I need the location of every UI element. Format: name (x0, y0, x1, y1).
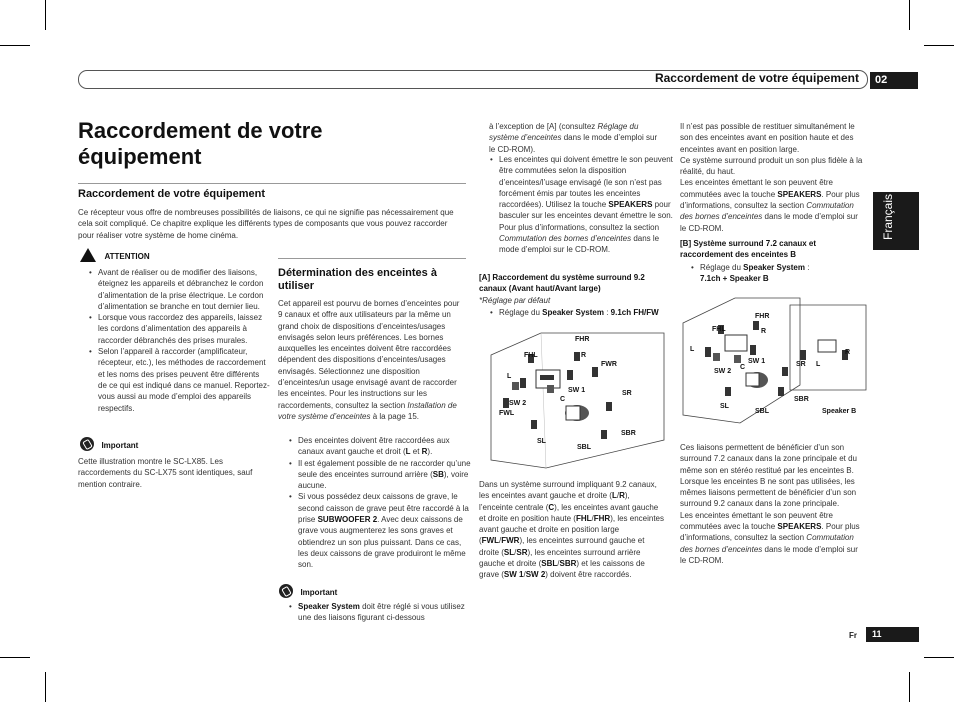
list-item: • Selon l’appareil à raccorder (amplificateur, récepteur, etc.), les méthodes de raccordement et les noms des prises peuvent être différents de ce qui est indiqué dans ce manuel. Reportez-vous aussi au mode d’emploi des appareils respectifs. (98, 346, 270, 414)
item-key: SL (503, 547, 515, 557)
crop-mark (45, 672, 46, 702)
section-heading: Détermination des enceintes à utiliser (278, 267, 437, 292)
diagram-label: Speaker B (822, 408, 857, 415)
diagram-label: SBR (621, 430, 636, 437)
diagram-label: L (507, 373, 512, 380)
section-link: Installation de votre système d’enceintes (278, 400, 457, 421)
diagram-label: SBL (755, 408, 769, 415)
item-text: ) et les caissons de grave ( (479, 559, 645, 580)
item-text: Les enceintes émettant le son peuvent être commutées avec la touche (680, 510, 833, 532)
footer-language: Fr (849, 631, 857, 640)
item-key: L (611, 491, 617, 501)
diagram-label: R (581, 352, 587, 359)
item-text: pour basculer sur les enceintes devant émettre le son. Pour plus d’informations, consultez la section (499, 200, 673, 232)
diagram-label: C (740, 364, 746, 371)
crop-mark (45, 0, 46, 30)
crop-mark (924, 657, 954, 658)
heading-rule (78, 183, 466, 184)
item-key: SPEAKERS (608, 200, 653, 210)
item-key: FWR (501, 536, 520, 546)
diagram-label: R (761, 328, 767, 335)
diagram-label: SBR (794, 396, 809, 403)
paragraph: Il n’est pas possible de restituer simultanément le son des enceintes avant en position haute et des enceintes avant en position large. (680, 122, 855, 154)
item-text: ), voire aucune. (298, 469, 469, 491)
item-text: ). (427, 447, 433, 457)
speaker-layout-diagram-b (680, 295, 870, 425)
section-heading: Raccordement de votre équipement (78, 188, 266, 200)
config-a-description: Dans un système surround impliquant 9.2 canaux, les enceintes avant gauche et droite (L/R), l’enceinte centrale (C), les enceintes avant gauche et droite en position haute (FHL/FHR), les enceintes avant gauche et droite en position large (FWL/FWR), les enceintes surround gauche et droite (SL/SR), les enceintes surround arrière gauche et droite (SBL/SBR) et les caissons de grave (SW 1/SW 2) doivent être raccordés. (479, 480, 665, 580)
list-item (499, 154, 673, 256)
item-text: ) doivent être raccordés. (545, 570, 632, 580)
diagram-label: FHR (575, 336, 590, 343)
important-icon (80, 437, 94, 451)
section-link: Commutation des bornes d’enceintes (680, 201, 854, 222)
item-text: dans le mode d’emploi sur le CD-ROM. (680, 544, 858, 565)
list-item (298, 601, 474, 624)
list-item: • Avant de réaliser ou de modifier des liaisons, éteignez les appareils et débranchez le cordon d’alimentation de la prise électrique. Le cordon d’alimentation se branche en tout dernier lieu. (98, 267, 270, 312)
default-note: *Réglage par défaut (479, 296, 551, 305)
item-text: doit être réglé si vous utilisez une des liaisons figurant ci-dessous (298, 602, 465, 623)
item-key: FHL (575, 513, 592, 523)
important-block (80, 435, 138, 453)
item-text: Dans un système surround impliquant 9.2 canaux, les enceintes avant gauche et droite ( (479, 480, 657, 501)
continued-text (489, 121, 663, 155)
diagram-label: FHL (524, 352, 538, 359)
important-label: Important (300, 588, 338, 597)
diagram-label: R (845, 349, 851, 356)
crop-mark (924, 45, 954, 46)
item-text: . Avec deux caissons de grave vous augmenterez les sons graves et obtiendrez un son plus puissant. Dans ce cas, les deux caissons de grave produiront le même son. (298, 515, 466, 570)
crop-mark (909, 672, 910, 702)
header-section-title: Raccordement de votre équipement (654, 71, 859, 85)
item-text: à l’exception de [A] (consultez (489, 122, 596, 131)
list-item (298, 435, 472, 458)
item-key: SB (432, 469, 444, 479)
important-list (288, 601, 474, 624)
important-icon (279, 584, 293, 598)
list-item: • Réglage du Speaker System : 9.1ch FH/FW (499, 307, 679, 318)
item-key: FHR (593, 513, 611, 523)
diagram-label: SL (537, 438, 546, 445)
item-text: Les enceintes qui doivent émettre le son peuvent être commutées selon la disposition d’enceintes/l’usage envisagé (le son n’est pas forcément émis par toutes les enceintes raccordées). Utilisez la touche (499, 155, 673, 210)
diagram-label: SW 2 (714, 368, 732, 375)
item-key: Speaker System (298, 602, 360, 611)
item-key: SR (516, 547, 528, 557)
item-key: L (405, 447, 411, 457)
diagram-label: FHR (755, 313, 770, 320)
item-key: Speaker System (743, 263, 805, 272)
list-item (298, 458, 472, 492)
crop-mark (909, 0, 910, 30)
item-text: . Pour plus d’informations, consultez la section (680, 189, 860, 211)
col4-text (680, 121, 866, 234)
speaker-intro-text: Cet appareil est pourvu de bornes d’enceintes pour 9 canaux et offre aux utilisateurs par la même un grand choix de dispositions d’enceintes/usages envisagés selon leurs préférences. Les bornes auxquelles les enceintes doivent être raccordées dépendent des dispositions d’enceintes/usages envisagés. Sélectionnez une disposition d’enceintes/un usage envisagé avant de raccorder les enceintes. Pour les instructions sur les raccordements, consultez la section (278, 299, 460, 410)
diagram-label: SBL (577, 444, 591, 451)
heading-rule (278, 258, 466, 259)
diagram-label: SW 2 (509, 400, 527, 407)
item-text: ), les enceintes avant gauche et droite en position haute ( (479, 502, 659, 523)
section-link: Réglage du système d’enceintes (489, 122, 639, 143)
diagram-label: SR (796, 361, 806, 368)
item-text: dans le mode d’emploi sur le CD-ROM. (499, 234, 660, 255)
diagram-label: FHL (712, 326, 726, 333)
attention-block (80, 246, 150, 264)
diagram-label: SW 1 (748, 358, 766, 365)
diagram-label: C (560, 396, 566, 403)
chapter-tab: 02 (870, 72, 918, 89)
speaker-rules-list (288, 435, 472, 571)
item-key: SW 1 (503, 570, 524, 580)
important-text: Cette illustration montre le SC-LX85. Les raccordements du SC-LX75 sont identiques, sauf mention contraire. (78, 457, 253, 489)
crop-mark (0, 45, 30, 46)
item-text: Il est également possible de ne raccorder qu’une seule des enceintes surround arrière ( (298, 458, 471, 479)
section-link: Commutation des bornes d’enceintes (680, 533, 854, 554)
item-text: et (410, 447, 422, 457)
diagram-label: SW 1 (568, 387, 586, 394)
config-b-description (680, 442, 866, 566)
item-text: ), les enceintes surround gauche et droite ( (479, 536, 645, 557)
item-text: dans le mode d’emploi sur le CD-ROM. (680, 212, 858, 233)
diagram-label: SL (720, 403, 729, 410)
item-key: SPEAKERS (777, 522, 822, 532)
paragraph (680, 510, 866, 566)
config-a-heading: [A] Raccordement du système surround 9.2 canaux (Avant haut/Avant large) (479, 273, 645, 294)
item-key: C (548, 502, 555, 512)
item-text: Si vous possédez deux caissons de grave, le second caisson de grave peut être raccordé à la prise (298, 492, 469, 525)
speaker-intro-end: à la page 15. (372, 411, 419, 421)
diagram-label: L (816, 361, 821, 368)
separator: / (616, 491, 620, 501)
list-item (298, 491, 472, 570)
item-text: Réglage du (499, 308, 540, 317)
page-number: 11 (866, 627, 919, 642)
item-value: 9.1ch FH/FW (610, 308, 659, 317)
diagram-label: SR (622, 390, 632, 397)
section-link: Commutation des bornes d’enceintes (499, 234, 632, 244)
item-key: SPEAKERS (777, 189, 822, 199)
paragraph (680, 177, 866, 233)
speaker-intro (278, 298, 462, 422)
item-text: ), les enceintes surround arrière gauche et droite ( (479, 547, 641, 569)
item-key: FWL (481, 536, 499, 546)
important-label: Important (101, 441, 139, 450)
item-key: SW 2 (525, 570, 546, 580)
paragraph: Ces liaisons permettent de bénéficier d’un son surround 7.2 canaux dans la zone principale et du même son en stéréo restitué par les enceintes B. Lorsque les enceintes B ne sont pas utilisées, les mêmes liaisons permettent de bénéficier d’un son surround 9.2 canaux dans la zone principale. (680, 443, 858, 509)
list-item: • Réglage du Speaker System : 7.1ch + Speaker B (700, 262, 874, 285)
item-key: R (619, 491, 625, 501)
attention-label: ATTENTION (104, 252, 150, 261)
language-tab (873, 192, 919, 250)
diagram-label: FWL (499, 410, 515, 417)
item-text: ), l’enceinte centrale ( (479, 491, 630, 512)
diagram-label: FWR (601, 361, 617, 368)
item-text: dans le mode d’emploi sur le CD-ROM). (489, 133, 658, 154)
paragraph: Ce système surround produit un son plus fidèle à la réalité, du haut. (680, 155, 863, 177)
item-text: ), les enceintes avant gauche et droite en position large ( (479, 513, 665, 546)
warning-icon (80, 248, 96, 262)
crop-mark (0, 657, 30, 658)
item-value: 7.1ch + Speaker B (700, 274, 769, 284)
config-b-setting (690, 262, 874, 285)
item-text: . Pour plus d’informations, consultez la section (680, 522, 860, 543)
list-item: • Lorsque vous raccordez des appareils, laissez les cordons d’alimentation des appareils à raccorder débranchés des prises murales. (98, 312, 270, 346)
item-text: Les enceintes émettant le son peuvent être commutées avec la touche (680, 178, 833, 199)
switch-list (489, 154, 673, 256)
item-text: Des enceintes doivent être raccordées aux canaux avant gauche et droit ( (298, 436, 450, 457)
item-key: Speaker System (542, 308, 604, 317)
item-key: SBR (559, 559, 577, 569)
diagram-label: L (690, 346, 695, 353)
item-key: SUBWOOFER 2 (317, 515, 378, 525)
page-title: Raccordement de votre équipement (78, 118, 323, 169)
item-key: R (421, 447, 428, 457)
intro-text: Ce récepteur vous offre de nombreuses possibilités de liaisons, ce qui ne signifie pas nécessairement que cela soit compliqué. Ce chapitre explique les différents types de composants que vous pouvez raccorder pour réaliser votre système de home cinéma. (78, 208, 454, 240)
important-block (279, 582, 337, 600)
item-text: Réglage du (700, 263, 741, 272)
config-b-heading: [B] Système surround 7.2 canaux et raccordement des enceintes B (680, 239, 817, 260)
item-key: SBL (541, 559, 558, 569)
attention-list (88, 267, 270, 414)
config-a-setting (489, 307, 679, 318)
language-label: Français (881, 193, 895, 240)
